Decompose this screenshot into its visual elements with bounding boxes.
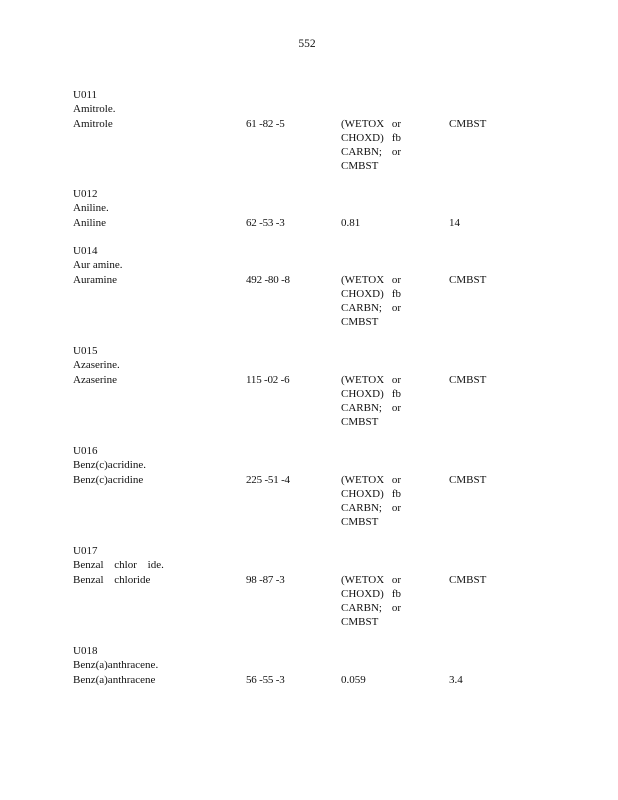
technology-term: (WETOX — [341, 474, 385, 486]
technology-connector: or — [391, 374, 401, 386]
technology-connector: or — [391, 402, 401, 414]
technology-term: (WETOX — [341, 574, 385, 586]
technology-term: CARBN; — [341, 146, 382, 158]
technology-connector — [401, 415, 421, 429]
wastewater-concentration: 0.059 — [341, 674, 366, 686]
nonwastewater-standard: 3.4 — [449, 674, 463, 686]
chemical-name: Benz(a)anthracene — [73, 674, 156, 686]
technology-term: (WETOX — [341, 274, 385, 286]
nonwastewater-standard: CMBST — [449, 274, 487, 286]
waste-entry-u011 — [73, 88, 593, 178]
technology-connector: or — [391, 602, 401, 614]
cas-number: 56 -55 -3 — [246, 674, 285, 686]
technology-term: CARBN; — [341, 402, 382, 414]
cas-number: 98 -87 -3 — [246, 574, 285, 586]
waste-entry-u014 — [73, 244, 593, 334]
cas-number: 225 -51 -4 — [246, 474, 290, 486]
nonwastewater-standard: CMBST — [449, 118, 487, 130]
technology-connector: or — [391, 474, 401, 486]
chemical-name: Azaserine — [73, 374, 117, 386]
technology-term: (WETOX — [341, 374, 385, 386]
waste-code: U014 — [73, 245, 98, 257]
technology-code — [341, 573, 421, 629]
technology-connector: or — [391, 302, 401, 314]
technology-term: CMBST — [341, 160, 379, 172]
chemical-name-heading: Aur amine. — [73, 259, 123, 271]
chemical-name: Aniline — [73, 217, 106, 229]
technology-connector: or — [391, 118, 401, 130]
technology-connector — [401, 315, 421, 329]
technology-connector: fb — [391, 488, 401, 500]
technology-connector: or — [391, 574, 401, 586]
waste-code: U016 — [73, 445, 98, 457]
technology-term: CMBST — [341, 516, 379, 528]
technology-connector: fb — [391, 288, 401, 300]
technology-term: CARBN; — [341, 602, 382, 614]
page-number: 552 — [298, 38, 316, 50]
chemical-name-heading: Benzal chlor ide. — [73, 559, 164, 571]
technology-term: CHOXD) — [341, 388, 384, 400]
technology-connector: or — [391, 502, 401, 514]
nonwastewater-standard: CMBST — [449, 474, 487, 486]
nonwastewater-standard: CMBST — [449, 574, 487, 586]
cas-number: 115 -02 -6 — [246, 374, 290, 386]
waste-code: U017 — [73, 545, 98, 557]
waste-code: U012 — [73, 188, 98, 200]
chemical-name-heading: Benz(a)anthracene. — [73, 659, 159, 671]
technology-term: CMBST — [341, 316, 379, 328]
technology-connector — [401, 159, 421, 173]
chemical-name: Benzal chloride — [73, 574, 151, 586]
chemical-name-heading: Azaserine. — [73, 359, 120, 371]
cas-number: 492 -80 -8 — [246, 274, 290, 286]
technology-term: CHOXD) — [341, 132, 384, 144]
technology-term: CMBST — [341, 416, 379, 428]
chemical-name-heading: Aniline. — [73, 202, 109, 214]
technology-connector: fb — [391, 132, 401, 144]
technology-term: CMBST — [341, 616, 379, 628]
technology-term: CHOXD) — [341, 488, 384, 500]
nonwastewater-standard: 14 — [449, 217, 460, 229]
technology-connector: fb — [391, 388, 401, 400]
technology-term: CARBN; — [341, 302, 382, 314]
chemical-name-heading: Amitrole. — [73, 103, 116, 115]
technology-connector: or — [391, 146, 401, 158]
wastewater-concentration: 0.81 — [341, 217, 361, 229]
nonwastewater-standard: CMBST — [449, 374, 487, 386]
technology-code — [341, 273, 421, 329]
waste-code: U015 — [73, 345, 98, 357]
waste-entry-u016 — [73, 444, 593, 534]
technology-term: CHOXD) — [341, 288, 384, 300]
technology-term: CHOXD) — [341, 588, 384, 600]
technology-code — [341, 373, 421, 429]
cas-number: 61 -82 -5 — [246, 118, 285, 130]
waste-code: U011 — [73, 89, 98, 101]
waste-entry-u015 — [73, 344, 593, 434]
technology-connector: or — [391, 274, 401, 286]
waste-entry-u018 — [73, 644, 593, 734]
technology-code — [341, 117, 421, 173]
chemical-name: Auramine — [73, 274, 117, 286]
chemical-name: Benz(c)acridine — [73, 474, 144, 486]
technology-term: CARBN; — [341, 502, 382, 514]
technology-connector: fb — [391, 588, 401, 600]
technology-connector — [401, 515, 421, 529]
waste-code: U018 — [73, 645, 98, 657]
cas-number: 62 -53 -3 — [246, 217, 285, 229]
waste-entry-u017 — [73, 544, 593, 634]
technology-connector — [401, 615, 421, 629]
technology-term: (WETOX — [341, 118, 385, 130]
chemical-name: Amitrole — [73, 118, 113, 130]
technology-code — [341, 473, 421, 529]
chemical-name-heading: Benz(c)acridine. — [73, 459, 146, 471]
